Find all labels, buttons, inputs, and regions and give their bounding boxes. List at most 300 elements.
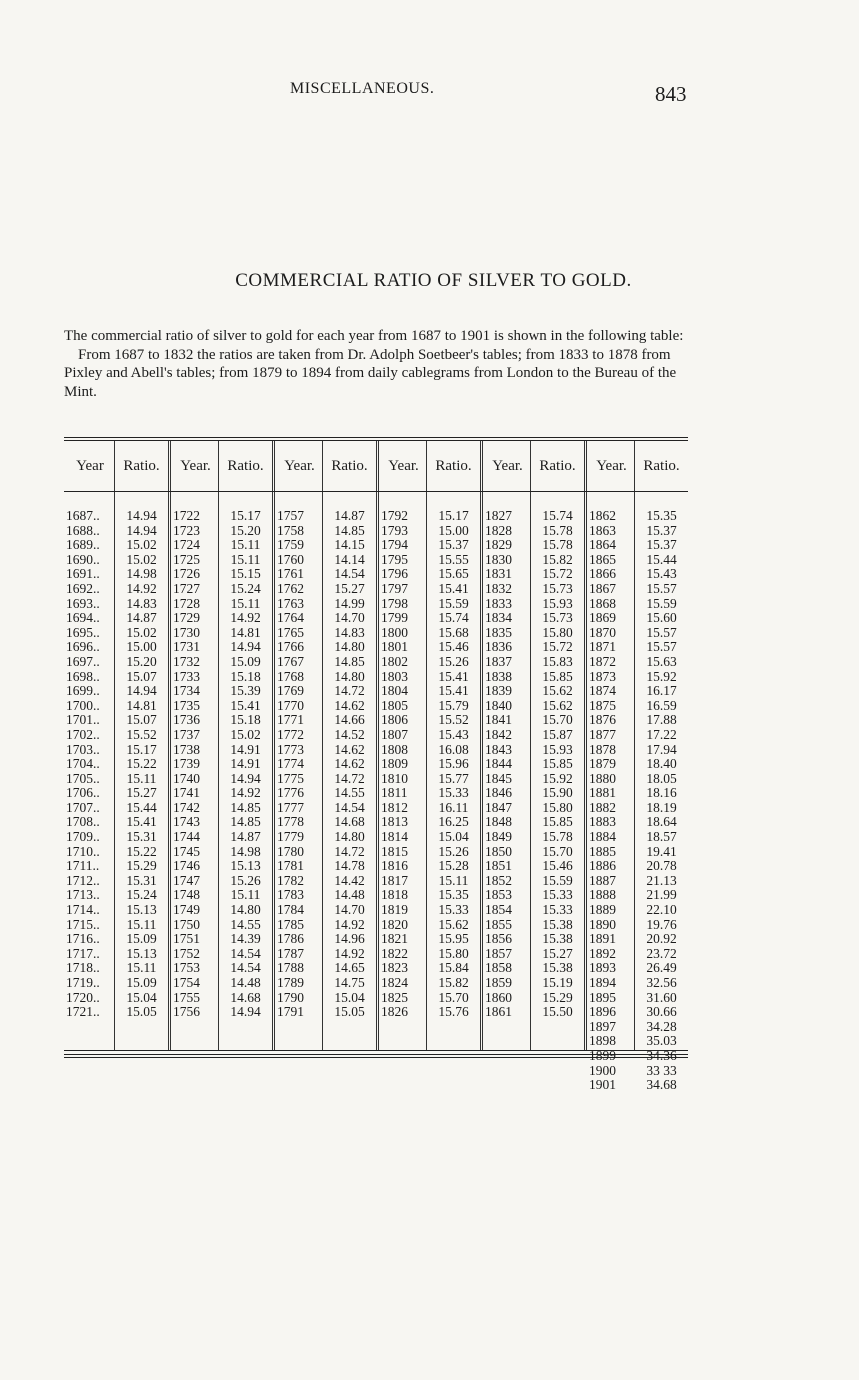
ratio-cell: 19.76 [646, 916, 677, 932]
ratio-cell: 15.00 [126, 639, 157, 655]
year-cell: 1879 [589, 756, 616, 772]
year-cell: 1693.. [66, 595, 100, 611]
year-cell: 1704.. [66, 756, 100, 772]
ratio-cell: 15.29 [126, 858, 157, 874]
header-year: Year. [168, 441, 218, 491]
ratio-cell: 14.54 [230, 960, 261, 976]
year-cell: 1707.. [66, 799, 100, 815]
ratio-cell: 15.41 [438, 683, 469, 699]
year-cell: 1863 [589, 522, 616, 538]
year-cell: 1748 [173, 887, 200, 903]
ratio-column [322, 492, 376, 1050]
ratio-cell: 15.78 [542, 537, 573, 553]
ratio-column [530, 492, 584, 1050]
ratio-cell: 14.72 [334, 843, 365, 859]
ratio-cell: 14.85 [230, 814, 261, 830]
year-cell: 1781 [277, 858, 304, 874]
ratio-cell: 15.02 [126, 551, 157, 567]
year-cell: 1850 [485, 843, 512, 859]
ratio-cell: 14.15 [334, 537, 365, 553]
ratio-cell: 15.70 [542, 843, 573, 859]
ratio-cell: 15.50 [542, 1004, 573, 1020]
year-cell: 1733 [173, 668, 200, 684]
year-cell: 1724 [173, 537, 200, 553]
year-cell: 1699.. [66, 683, 100, 699]
ratio-cell: 14.54 [334, 566, 365, 582]
year-cell: 1784 [277, 902, 304, 918]
year-cell: 1828 [485, 522, 512, 538]
year-cell: 1780 [277, 843, 304, 859]
ratio-cell: 15.96 [438, 756, 469, 772]
year-cell: 1891 [589, 931, 616, 947]
ratio-cell: 18.05 [646, 770, 677, 786]
year-cell: 1801 [381, 639, 408, 655]
ratio-cell: 14.94 [230, 639, 261, 655]
header-year: Year. [376, 441, 426, 491]
year-cell: 1818 [381, 887, 408, 903]
year-cell: 1710.. [66, 843, 100, 859]
ratio-cell: 15.43 [646, 566, 677, 582]
ratio-cell: 34.36 [646, 1047, 677, 1063]
year-cell: 1896 [589, 1004, 616, 1020]
ratio-cell: 15.37 [646, 522, 677, 538]
ratio-cell: 15.76 [438, 1004, 469, 1020]
ratio-cell: 14.92 [126, 580, 157, 596]
year-cell: 1876 [589, 712, 616, 728]
year-cell: 1732 [173, 653, 200, 669]
year-cell: 1826 [381, 1004, 408, 1020]
year-cell: 1859 [485, 975, 512, 990]
ratio-cell: 14.92 [334, 945, 365, 961]
year-cell: 1696.. [66, 639, 100, 655]
year-cell: 1760 [277, 551, 304, 567]
ratio-cell: 15.09 [126, 975, 157, 990]
year-cell: 1798 [381, 595, 408, 611]
year-cell: 1844 [485, 756, 512, 772]
year-cell: 1715.. [66, 916, 100, 932]
year-cell: 1746 [173, 858, 200, 874]
header-ratio: Ratio. [114, 441, 168, 491]
year-cell: 1795 [381, 551, 408, 567]
ratio-cell: 15.55 [438, 551, 469, 567]
year-cell: 1861 [485, 1004, 512, 1020]
ratio-cell: 15.24 [230, 580, 261, 596]
year-cell: 1791 [277, 1004, 304, 1020]
ratio-cell: 14.14 [334, 551, 365, 567]
ratio-cell: 18.64 [646, 814, 677, 830]
ratio-cell: 18.16 [646, 785, 677, 801]
ratio-cell: 15.90 [542, 785, 573, 801]
year-cell: 1726 [173, 566, 200, 582]
ratio-cell: 15.00 [438, 522, 469, 538]
ratio-cell: 15.02 [126, 624, 157, 640]
ratio-cell: 15.13 [230, 858, 261, 874]
ratio-cell: 15.33 [542, 902, 573, 918]
year-cell: 1897 [589, 1018, 616, 1034]
table-header-row [64, 441, 688, 492]
year-cell: 1771 [277, 712, 304, 728]
year-cell: 1809 [381, 756, 408, 772]
year-cell: 1839 [485, 683, 512, 699]
ratio-cell: 15.70 [542, 712, 573, 728]
ratio-cell: 15.80 [542, 624, 573, 640]
ratio-cell: 14.62 [334, 697, 365, 713]
year-cell: 1900 [589, 1062, 616, 1078]
ratio-cell: 15.18 [230, 668, 261, 684]
year-cell: 1788 [277, 960, 304, 976]
year-cell: 1702.. [66, 726, 100, 742]
ratio-cell: 14.81 [126, 697, 157, 713]
year-cell: 1703.. [66, 741, 100, 757]
year-cell: 1868 [589, 595, 616, 611]
ratio-cell: 35.03 [646, 1033, 677, 1049]
year-cell: 1716.. [66, 931, 100, 947]
ratio-cell: 14.94 [126, 522, 157, 538]
ratio-cell: 15.57 [646, 624, 677, 640]
ratio-cell: 14.48 [230, 975, 261, 990]
ratio-cell: 15.24 [126, 887, 157, 903]
year-cell: 1770 [277, 697, 304, 713]
year-cell: 1838 [485, 668, 512, 684]
year-cell: 1737 [173, 726, 200, 742]
header-ratio: Ratio. [634, 441, 688, 491]
year-cell: 1725 [173, 551, 200, 567]
year-cell: 1729 [173, 610, 200, 626]
ratio-cell: 14.72 [334, 683, 365, 699]
year-cell: 1807 [381, 726, 408, 742]
year-cell: 1832 [485, 580, 512, 596]
year-cell: 1782 [277, 872, 304, 888]
year-cell: 1843 [485, 741, 512, 757]
ratio-cell: 15.11 [438, 872, 469, 888]
ratio-column [426, 492, 480, 1050]
ratio-cell: 15.65 [438, 566, 469, 582]
year-cell: 1749 [173, 902, 200, 918]
ratio-cell: 15.46 [438, 639, 469, 655]
ratio-cell: 22.10 [646, 902, 677, 918]
year-cell: 1731 [173, 639, 200, 655]
ratio-cell: 15.11 [230, 595, 261, 611]
ratio-cell: 14.55 [230, 916, 261, 932]
ratio-cell: 14.91 [230, 756, 261, 772]
ratio-cell: 15.04 [438, 829, 469, 845]
ratio-cell: 15.35 [646, 508, 677, 523]
ratio-cell: 15.33 [438, 902, 469, 918]
ratio-cell: 15.80 [542, 799, 573, 815]
ratio-cell: 14.54 [230, 945, 261, 961]
year-cell: 1777 [277, 799, 304, 815]
year-cell: 1767 [277, 653, 304, 669]
ratio-cell: 15.38 [542, 960, 573, 976]
year-cell: 1860 [485, 989, 512, 1005]
ratio-cell: 15.78 [542, 522, 573, 538]
ratio-cell: 15.73 [542, 580, 573, 596]
ratio-cell: 15.44 [646, 551, 677, 567]
ratio-cell: 14.85 [334, 653, 365, 669]
ratio-cell: 15.17 [230, 508, 261, 523]
ratio-cell: 31.60 [646, 989, 677, 1005]
ratio-cell: 34.28 [646, 1018, 677, 1034]
header-year: Year. [480, 441, 530, 491]
year-cell: 1705.. [66, 770, 100, 786]
ratio-cell: 15.92 [646, 668, 677, 684]
ratio-cell: 15.33 [542, 887, 573, 903]
ratio-cell: 14.98 [230, 843, 261, 859]
ratio-cell: 14.80 [334, 829, 365, 845]
year-cell: 1883 [589, 814, 616, 830]
year-cell: 1895 [589, 989, 616, 1005]
ratio-cell: 17.88 [646, 712, 677, 728]
year-cell: 1697.. [66, 653, 100, 669]
ratio-cell: 14.42 [334, 872, 365, 888]
year-cell: 1854 [485, 902, 512, 918]
ratio-cell: 15.82 [438, 975, 469, 990]
ratio-cell: 15.05 [126, 1004, 157, 1020]
ratio-cell: 15.87 [542, 726, 573, 742]
ratio-cell: 34.68 [646, 1077, 677, 1093]
year-cell: 1824 [381, 975, 408, 990]
year-cell: 1692.. [66, 580, 100, 596]
year-cell: 1766 [277, 639, 304, 655]
header-year: Year. [272, 441, 322, 491]
year-cell: 1757 [277, 508, 304, 523]
ratio-column [218, 492, 272, 1050]
year-cell: 1871 [589, 639, 616, 655]
year-cell: 1747 [173, 872, 200, 888]
ratio-cell: 14.68 [334, 814, 365, 830]
year-cell: 1881 [589, 785, 616, 801]
year-cell: 1690.. [66, 551, 100, 567]
ratio-cell: 14.66 [334, 712, 365, 728]
ratio-cell: 15.20 [230, 522, 261, 538]
ratio-cell: 15.27 [126, 785, 157, 801]
year-cell: 1886 [589, 858, 616, 874]
ratio-cell: 14.85 [230, 799, 261, 815]
year-cell: 1814 [381, 829, 408, 845]
ratio-cell: 15.15 [230, 566, 261, 582]
ratio-cell: 14.83 [334, 624, 365, 640]
year-cell: 1862 [589, 508, 616, 523]
year-cell: 1772 [277, 726, 304, 742]
year-cell: 1763 [277, 595, 304, 611]
year-cell: 1761 [277, 566, 304, 582]
ratio-cell: 14.92 [230, 610, 261, 626]
year-column [480, 492, 530, 1050]
ratio-cell: 14.87 [126, 610, 157, 626]
ratio-cell: 15.33 [438, 785, 469, 801]
year-cell: 1830 [485, 551, 512, 567]
ratio-cell: 15.13 [126, 902, 157, 918]
header-year: Year [76, 457, 104, 474]
year-cell: 1785 [277, 916, 304, 932]
ratio-cell: 15.02 [126, 537, 157, 553]
year-cell: 1721.. [66, 1004, 100, 1020]
year-cell: 1835 [485, 624, 512, 640]
ratio-cell: 15.85 [542, 814, 573, 830]
ratio-cell: 14.98 [126, 566, 157, 582]
ratio-cell: 26.49 [646, 960, 677, 976]
year-cell: 1846 [485, 785, 512, 801]
year-cell: 1855 [485, 916, 512, 932]
year-cell: 1813 [381, 814, 408, 830]
year-cell: 1727 [173, 580, 200, 596]
year-cell: 1764 [277, 610, 304, 626]
year-cell: 1759 [277, 537, 304, 553]
ratio-cell: 14.81 [230, 624, 261, 640]
ratio-cell: 30.66 [646, 1004, 677, 1020]
year-cell: 1811 [381, 785, 408, 801]
year-cell: 1739 [173, 756, 200, 772]
year-cell: 1706.. [66, 785, 100, 801]
year-cell: 1792 [381, 508, 408, 523]
year-cell: 1852 [485, 872, 512, 888]
year-cell: 1841 [485, 712, 512, 728]
ratio-cell: 14.62 [334, 756, 365, 772]
ratio-cell: 15.17 [126, 741, 157, 757]
intro-paragraph-2: From 1687 to 1832 the ratios are taken from Dr. Adolph Soetbeer's tables; from 1833 to 1878 from Pixley and Abell's tables; from 1879 to 1894 from daily cablegrams from London to the Bureau of the Mint. [64, 346, 677, 400]
header-year: Year. [584, 441, 634, 491]
year-cell: 1687.. [66, 508, 100, 523]
ratio-cell: 15.46 [542, 858, 573, 874]
ratio-cell: 15.18 [230, 712, 261, 728]
ratio-cell: 15.59 [646, 595, 677, 611]
header-ratio: Ratio. [322, 441, 376, 491]
year-cell: 1719.. [66, 975, 100, 990]
ratio-cell: 15.85 [542, 668, 573, 684]
year-cell: 1888 [589, 887, 616, 903]
year-cell: 1827 [485, 508, 512, 523]
ratio-cell: 15.09 [126, 931, 157, 947]
year-cell: 1751 [173, 931, 200, 947]
ratio-cell: 14.62 [334, 741, 365, 757]
year-cell: 1774 [277, 756, 304, 772]
year-cell: 1695.. [66, 624, 100, 640]
year-cell: 1825 [381, 989, 408, 1005]
year-cell: 1728 [173, 595, 200, 611]
year-cell: 1856 [485, 931, 512, 947]
ratio-cell: 15.93 [542, 741, 573, 757]
year-cell: 1779 [277, 829, 304, 845]
ratio-cell: 15.85 [542, 756, 573, 772]
year-cell: 1823 [381, 960, 408, 976]
year-cell: 1803 [381, 668, 408, 684]
year-cell: 1831 [485, 566, 512, 582]
ratio-cell: 15.37 [646, 537, 677, 553]
year-cell: 1872 [589, 653, 616, 669]
year-cell: 1880 [589, 770, 616, 786]
year-cell: 1874 [589, 683, 616, 699]
year-cell: 1800 [381, 624, 408, 640]
year-cell: 1857 [485, 945, 512, 961]
year-cell: 1783 [277, 887, 304, 903]
ratio-cell: 15.35 [438, 887, 469, 903]
ratio-cell: 15.07 [126, 712, 157, 728]
year-cell: 1878 [589, 741, 616, 757]
year-cell: 1718.. [66, 960, 100, 976]
ratio-cell: 15.39 [230, 683, 261, 699]
ratio-cell: 16.25 [438, 814, 469, 830]
ratio-cell: 14.75 [334, 975, 365, 990]
year-cell: 1700.. [66, 697, 100, 713]
ratio-cell: 14.65 [334, 960, 365, 976]
year-cell: 1812 [381, 799, 408, 815]
ratio-column [114, 492, 168, 1050]
year-cell: 1786 [277, 931, 304, 947]
ratio-cell: 15.04 [334, 989, 365, 1005]
year-cell: 1723 [173, 522, 200, 538]
year-cell: 1750 [173, 916, 200, 932]
year-cell: 1753 [173, 960, 200, 976]
year-cell: 1802 [381, 653, 408, 669]
ratio-cell: 15.52 [126, 726, 157, 742]
ratio-cell: 15.11 [126, 960, 157, 976]
ratio-cell: 15.26 [438, 653, 469, 669]
ratio-cell: 14.54 [334, 799, 365, 815]
ratio-cell: 15.72 [542, 639, 573, 655]
ratio-cell: 14.94 [230, 770, 261, 786]
year-cell: 1765 [277, 624, 304, 640]
ratio-table [64, 437, 688, 1093]
year-cell: 1865 [589, 551, 616, 567]
ratio-cell: 16.17 [646, 683, 677, 699]
year-cell: 1873 [589, 668, 616, 684]
ratio-cell: 32.56 [646, 975, 677, 990]
ratio-cell: 14.99 [334, 595, 365, 611]
year-column [376, 492, 426, 1050]
ratio-cell: 15.52 [438, 712, 469, 728]
ratio-cell: 15.93 [542, 595, 573, 611]
ratio-cell: 15.20 [126, 653, 157, 669]
ratio-cell: 17.22 [646, 726, 677, 742]
year-cell: 1899 [589, 1047, 616, 1063]
year-cell: 1740 [173, 770, 200, 786]
year-cell: 1754 [173, 975, 200, 990]
ratio-cell: 14.78 [334, 858, 365, 874]
ratio-cell: 15.26 [438, 843, 469, 859]
ratio-cell: 15.73 [542, 610, 573, 626]
year-cell: 1851 [485, 858, 512, 874]
ratio-cell: 15.82 [542, 551, 573, 567]
year-cell: 1833 [485, 595, 512, 611]
year-cell: 1744 [173, 829, 200, 845]
year-column [64, 492, 114, 1050]
year-cell: 1755 [173, 989, 200, 1005]
ratio-cell: 14.48 [334, 887, 365, 903]
ratio-cell: 15.31 [126, 829, 157, 845]
year-cell: 1691.. [66, 566, 100, 582]
ratio-cell: 14.92 [334, 916, 365, 932]
year-cell: 1836 [485, 639, 512, 655]
year-cell: 1787 [277, 945, 304, 961]
header-ratio: Ratio. [218, 441, 272, 491]
year-cell: 1842 [485, 726, 512, 742]
ratio-cell: 14.80 [334, 639, 365, 655]
year-cell: 1709.. [66, 829, 100, 845]
year-cell: 1820 [381, 916, 408, 932]
page-number: 843 [655, 82, 687, 106]
running-head: MISCELLANEOUS. [290, 80, 435, 97]
ratio-cell: 15.27 [542, 945, 573, 961]
year-cell: 1758 [277, 522, 304, 538]
ratio-cell: 15.63 [646, 653, 677, 669]
ratio-cell: 15.09 [230, 653, 261, 669]
year-cell: 1797 [381, 580, 408, 596]
year-cell: 1778 [277, 814, 304, 830]
ratio-cell: 15.77 [438, 770, 469, 786]
year-cell: 1867 [589, 580, 616, 596]
year-cell: 1745 [173, 843, 200, 859]
ratio-cell: 15.79 [438, 697, 469, 713]
